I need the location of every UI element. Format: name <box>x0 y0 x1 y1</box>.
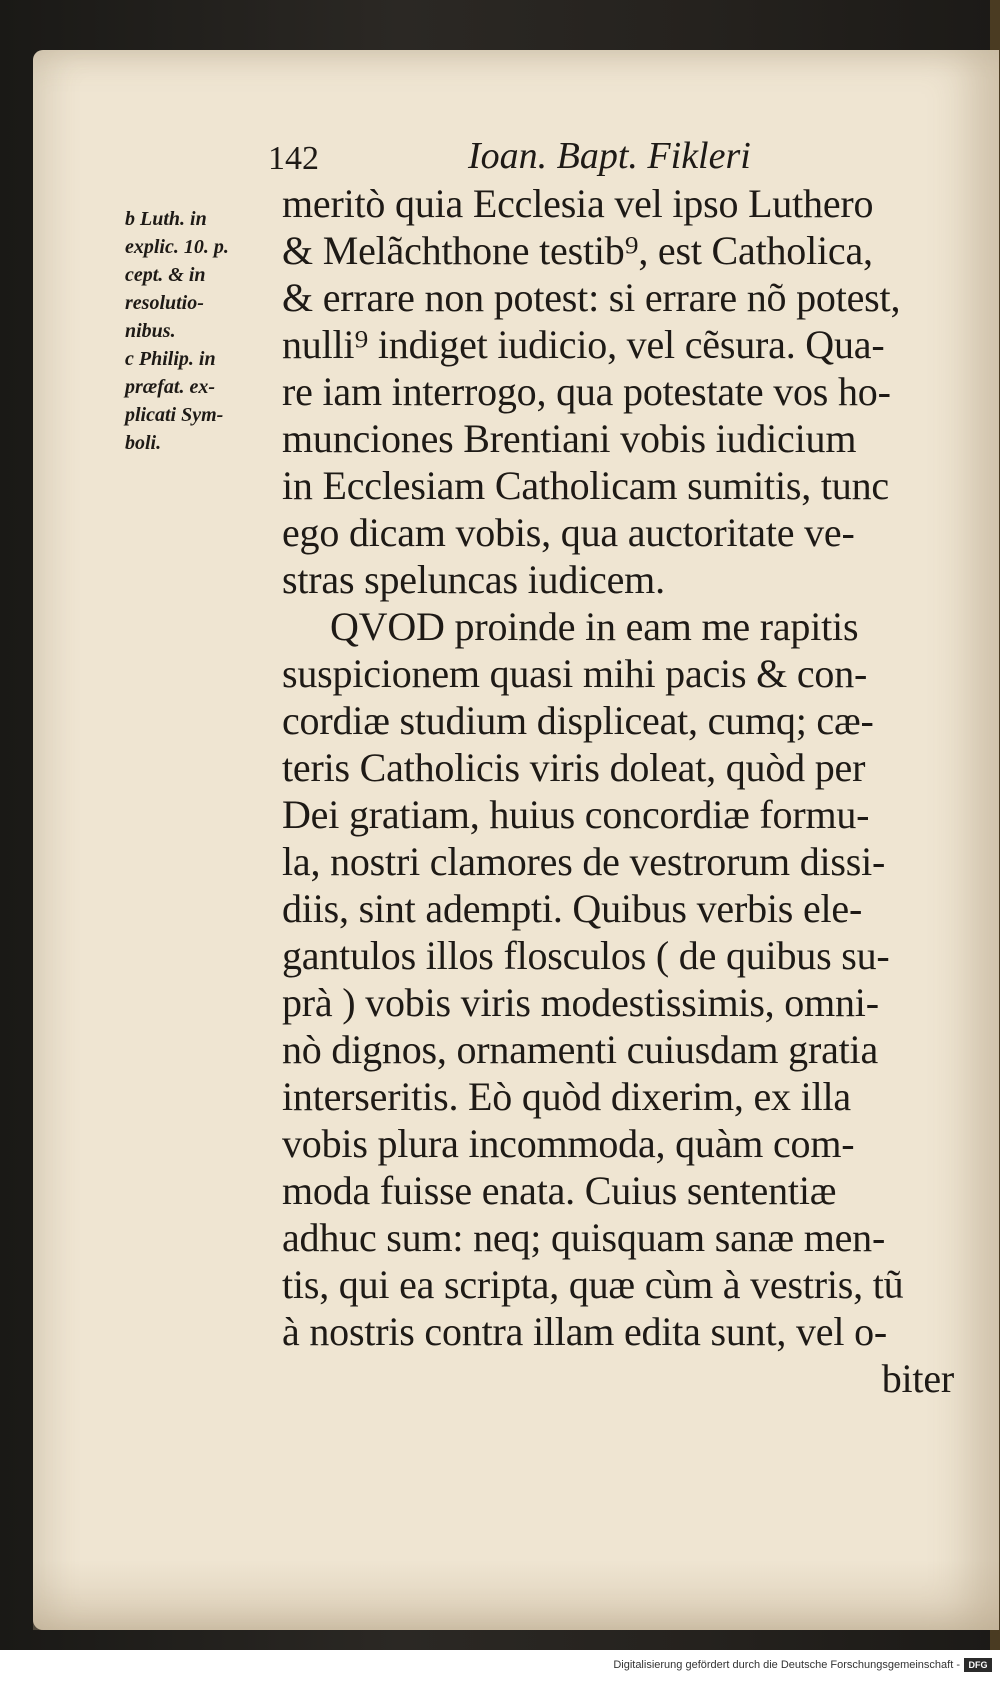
page-number: 142 <box>268 140 319 177</box>
footer-bar <box>0 1650 1000 1684</box>
text-line: nò dignos, ornamenti cuiusdam gratia <box>282 1027 879 1072</box>
text-line: meritò quia Ecclesia vel ipso Luthero <box>282 181 874 226</box>
text-line: re iam interrogo, qua potestate vos ho- <box>282 369 891 414</box>
marginal-note-line: cept. & in <box>125 264 206 286</box>
text-line: vobis plura incommoda, quàm com- <box>282 1121 855 1166</box>
digitization-credit: Digitalisierung gefördert durch die Deutsche Forschungsgemeinschaft - <box>613 1659 960 1671</box>
page-shadow <box>33 1560 999 1630</box>
text-line: teris Catholicis viris doleat, quòd per <box>282 745 866 790</box>
text-line: nulli⁹ indiget iudicio, vel cẽsura. Qua- <box>282 322 885 367</box>
marginal-note-line: b Luth. in <box>125 208 207 230</box>
text-line: & Melãchthone testib⁹, est Catholica, <box>282 228 873 273</box>
page-header <box>268 132 948 182</box>
body-text <box>282 180 962 1402</box>
text-line: suspicionem quasi mihi pacis & con- <box>282 651 868 696</box>
dfg-logo: DFG <box>964 1658 992 1672</box>
text-line: & errare non potest: si errare nõ potest, <box>282 275 901 320</box>
text-line: gantulos illos flosculos ( de quibus su- <box>282 933 890 978</box>
text-line: à nostris contra illam edita sunt, vel o- <box>282 1309 887 1354</box>
text-line: interseritis. Eò quòd dixerim, ex illa <box>282 1074 851 1119</box>
text-line: ego dicam vobis, qua auctoritate ve- <box>282 510 855 555</box>
text-line: moda fuisse enata. Cuius sententiæ <box>282 1168 837 1213</box>
text-line: in Ecclesiam Catholicam sumitis, tunc <box>282 463 889 508</box>
marginal-note-line: explic. 10. p. <box>125 236 229 258</box>
text-line: prà ) vobis viris modestissimis, omni- <box>282 980 879 1025</box>
text-line: diis, sint adempti. Quibus verbis ele- <box>282 886 863 931</box>
marginal-note-line: præfat. ex- <box>125 376 215 398</box>
marginal-note-line: c Philip. in <box>125 348 216 370</box>
text-line: munciones Brentiani vobis iudicium <box>282 416 857 461</box>
marginal-note-line: plicati Sym- <box>125 404 224 426</box>
catchword: biter <box>881 1356 954 1401</box>
text-line: Dei gratiam, huius concordiæ formu- <box>282 792 870 837</box>
text-line: tis, qui ea scripta, quæ cùm à vestris, tũ <box>282 1262 904 1307</box>
marginal-note-line: boli. <box>125 432 162 454</box>
text-line: stras speluncas iudicem. <box>282 557 665 602</box>
text-line: la, nostri clamores de vestrorum dissi- <box>282 839 886 884</box>
text-line: cordiæ studium displiceat, cumq; cæ- <box>282 698 874 743</box>
running-head: Ioan. Bapt. Fikleri <box>468 135 751 177</box>
text-line: QVOD proinde in eam me rapitis <box>330 604 859 649</box>
marginal-notes <box>125 205 265 457</box>
marginal-note-line: resolutio- <box>125 292 204 314</box>
text-line: adhuc sum: neq; quisquam sanæ men- <box>282 1215 886 1260</box>
marginal-note-line: nibus. <box>125 320 176 342</box>
